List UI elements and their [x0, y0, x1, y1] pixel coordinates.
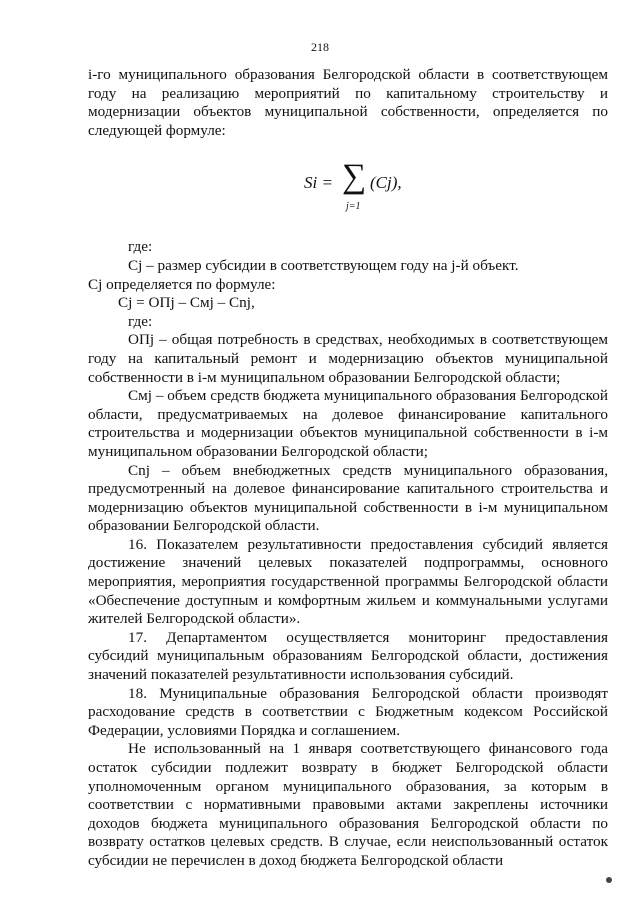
paragraph-16: 16. Показателем результативности предоставления субсидий является достижение значений целевых показателей подпрограммы, основного мероприятия, мероприятия государственной программы Белгородской области «Обеспечение доступным и комфортным жильем и коммунальными услугами жителей Белгородской области». — [88, 535, 608, 628]
sum-symbol: ∑ — [342, 158, 367, 196]
page-number: 218 — [311, 40, 329, 54]
opj-definition: ОПj – общая потребность в средствах, необходимых в соответствующем году на капитальный ремонт и модернизацию объектов муниципальной собственности в i-м муниципальном образовании Белгородской области; — [88, 331, 608, 386]
formula-si-rhs: (Cj), — [370, 173, 402, 193]
cj-formula-intro: Cj определяется по формуле: — [88, 275, 276, 293]
cnj-definition: Cnj – объем внебюджетных средств муниципального образования, предусмотренный на долевое финансирование капитального строительства и модернизацию объектов муниципальной собственности в i-м муниципальном образовании Белгородской области. — [88, 461, 608, 535]
document-body — [88, 66, 608, 871]
paragraph-unused-balance: Не использованный на 1 января соответствующего финансового года остаток субсидии подлежит возврату в бюджет Белгородской области уполномоченным органом муниципального образования, за которым в соответствии с нормативными правовыми актами закреплены источники доходов бюджета муниципального образования Белгородской области по возврату остатков целевых средств. В случае, если неиспользованный остаток субсидии не перечислен в доход бюджета Белгородской области — [88, 740, 608, 869]
formula-si-lhs: Si = — [304, 173, 333, 193]
sum-limits: j=1 — [346, 201, 361, 213]
formula-si — [88, 154, 608, 228]
where-label-2: где: — [128, 312, 153, 330]
cmj-definition: Смj – объем средств бюджета муниципального образования Белгородской области, предусматриваемых на долевое финансирование капитального строительства и модернизации объектов муниципальной собственности в i-м муниципальном образовании Белгородской области; — [88, 387, 608, 460]
where-label: где: — [128, 238, 153, 256]
paragraph-17: 17. Департаментом осуществляется мониторинг предоставления субсидий муниципальным образованиям Белгородской области, достижения значений показателей результативности использования субсидий. — [88, 628, 608, 684]
scan-mark — [606, 877, 612, 883]
formula-cj: Cj = ОПj – Cмj – Cnj, — [118, 294, 255, 312]
cj-definition: Cj – размер субсидии в соответствующем году на j-й объект. — [128, 256, 519, 274]
intro-paragraph: i-го муниципального образования Белгородской области в соответствующем году на реализацию мероприятий по капитальному строительству и модернизации объектов муниципальной собственности, определяется по следующей формуле: — [88, 66, 608, 139]
paragraph-18: 18. Муниципальные образования Белгородской области производят расходование средств в соответствии с Бюджетным кодексом Российской Федерации, условиями Порядка и соглашением. — [88, 684, 608, 739]
